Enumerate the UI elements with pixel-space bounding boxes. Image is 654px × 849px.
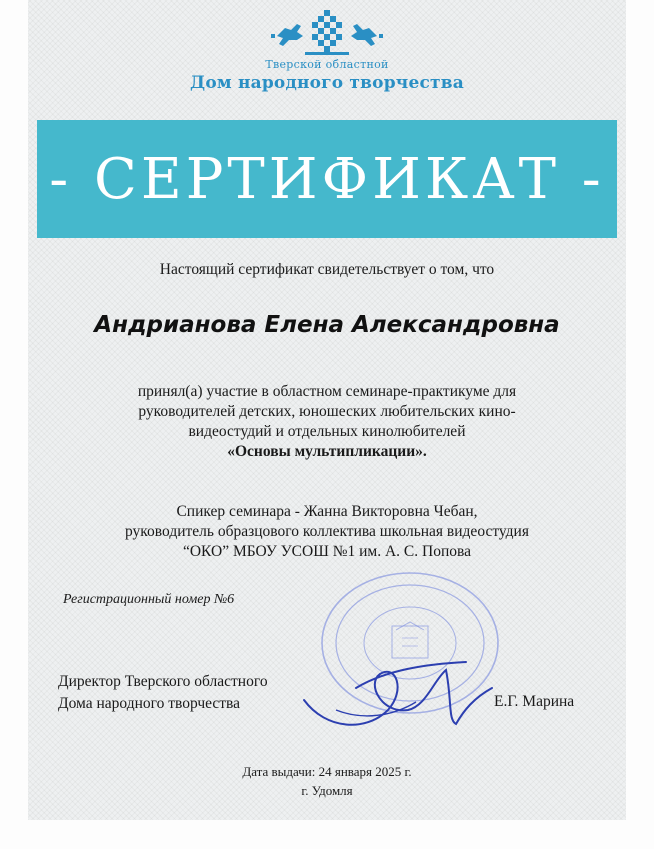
participation-line: видеостудий и отдельных кинолюбителей [188,423,466,440]
issue-info [0,762,654,800]
registration-number: Регистрационный номер №6 [63,592,235,607]
speaker-line: “ОКО” МБОУ УСОШ №1 им. А. С. Попова [182,543,472,560]
speaker-line: руководитель образцового коллектива школьная видеостудия [125,523,529,540]
logo-title: Дом народного творчества [190,73,464,93]
director-line: Дома народного творчества [58,695,241,712]
organization-logo [0,6,654,62]
certificate-title: - СЕРТИФИКАТ - [49,146,605,212]
speaker-line: Спикер семинара - Жанна Викторовна Чебан, [176,503,478,520]
issue-date: Дата выдачи: 24 января 2025 г. [242,764,412,779]
director-block [58,671,268,715]
participation-line: принял(а) участие в областном семинаре-практикуме для [137,383,517,400]
folk-ornament-birds-icon [267,6,387,62]
seminar-title: «Основы мультипликации». [227,443,427,460]
handwritten-signature [296,640,496,741]
signer-name: Е.Г. Марина [494,693,575,710]
speaker-paragraph [0,502,654,562]
logo-subtitle: Тверской областной [265,58,389,71]
director-line: Директор Тверского областного [58,673,268,690]
issue-city: г. Удомля [301,783,353,798]
participation-paragraph [0,382,654,462]
recipient-name: Андрианова Елена Александровна [94,312,560,338]
participation-line: руководителей детских, юношеских любительских кино- [138,403,516,420]
intro-text: Настоящий сертификат свидетельствует о том, что [159,261,495,278]
